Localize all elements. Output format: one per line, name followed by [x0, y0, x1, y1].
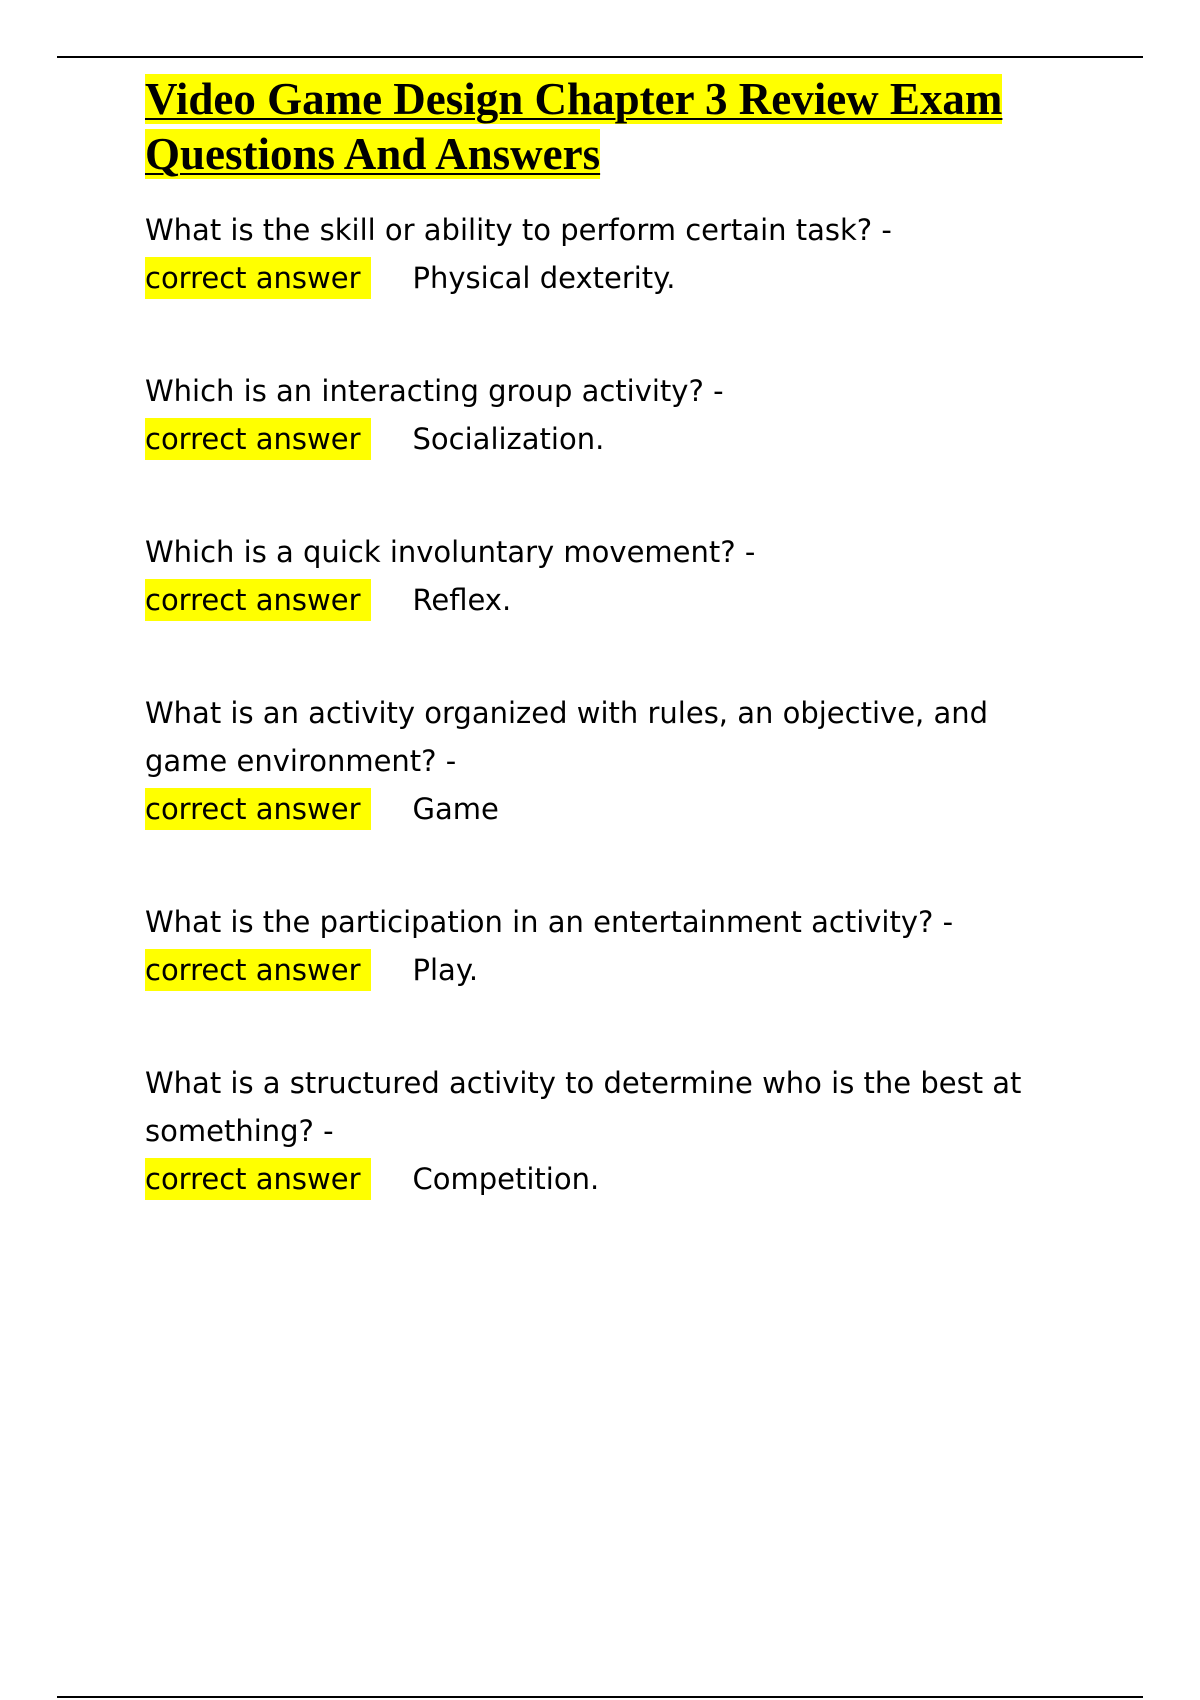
correct-answer-label: correct answer — [145, 257, 371, 299]
answer-text: Play. — [412, 953, 479, 987]
qa-item — [145, 898, 1105, 994]
qa-item — [145, 206, 1105, 302]
document-body — [145, 72, 1105, 1268]
answer-line — [145, 254, 1105, 302]
answer-line — [145, 576, 1105, 624]
question-text: Which is a quick involuntary movement? - — [145, 535, 756, 569]
question-text: Which is an interacting group activity? - — [145, 374, 724, 408]
answer-text: Competition. — [412, 1162, 600, 1196]
correct-answer-label: correct answer — [145, 1158, 371, 1200]
question-text: What is an activity organized with rules, an objective, and game environment? - — [145, 696, 989, 778]
answer-line — [145, 785, 1105, 833]
qa-item — [145, 689, 1105, 833]
correct-answer-label: correct answer — [145, 949, 371, 991]
question-text: What is the participation in an entertainment activity? - — [145, 905, 954, 939]
correct-answer-label: correct answer — [145, 788, 371, 830]
answer-line — [145, 415, 1105, 463]
qa-item — [145, 528, 1105, 624]
qa-item — [145, 1059, 1105, 1203]
answer-line — [145, 1155, 1105, 1203]
answer-text: Socialization. — [412, 422, 605, 456]
answer-text: Physical dexterity. — [412, 261, 676, 295]
footer-rule — [57, 1696, 1143, 1698]
answer-text: Reflex. — [412, 583, 512, 617]
qa-item — [145, 367, 1105, 463]
question-text: What is the skill or ability to perform certain task? - — [145, 213, 892, 247]
correct-answer-label: correct answer — [145, 579, 371, 621]
correct-answer-label: correct answer — [145, 418, 371, 460]
question-text: What is a structured activity to determine who is the best at something? - — [145, 1066, 1022, 1148]
answer-line — [145, 946, 1105, 994]
header-rule — [57, 56, 1143, 58]
document-title: Video Game Design Chapter 3 Review Exam Questions And Answers — [145, 74, 1003, 179]
answer-text: Game — [412, 792, 499, 826]
